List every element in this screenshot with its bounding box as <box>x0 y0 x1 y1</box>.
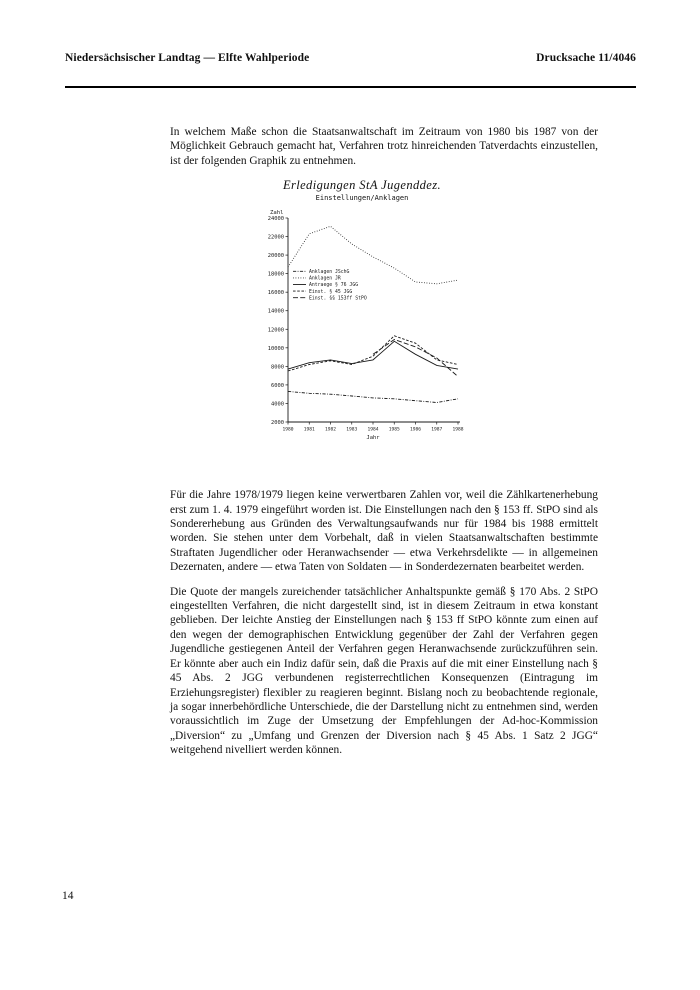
chart-title: Erledigungen StA Jugenddez. <box>282 178 442 193</box>
svg-text:1980: 1980 <box>282 427 294 433</box>
svg-text:12000: 12000 <box>267 327 284 334</box>
svg-text:22000: 22000 <box>267 234 284 241</box>
svg-text:1983: 1983 <box>346 427 358 433</box>
body-paragraph-1: Für die Jahre 1978/1979 liegen keine verwertbaren Zahlen vor, weil die Zählkartenerhebung erst zum 1. 4. 1979 eingeführt worden ist. Die Einstellungen nach den § 153 ff. StPO sind als Sondererhebung aus Gründen des Verwaltungsaufwands nur für 1984 bis 1988 ermittelt worden. Sie stehen unter dem Vorbehalt, daß in vielen Staatsanwaltschaften bestimmte Straftaten Jugendlicher oder Heranwachsender — etwa Verkehrsdelikte — in allgemeinen Dezernaten, andere — etwa Taten von Soldaten — in Sonderdezernaten bearbeitet werden. <box>170 489 598 574</box>
chart-subtitle: Einstellungen/Anklagen <box>315 194 409 203</box>
header-left-title: Niedersächsischer Landtag — Elfte Wahlperiode <box>65 52 310 64</box>
svg-text:20000: 20000 <box>267 253 284 260</box>
svg-text:4000: 4000 <box>271 401 284 408</box>
svg-text:2000: 2000 <box>271 420 284 427</box>
svg-text:1986: 1986 <box>409 427 422 433</box>
svg-text:Einst. § 45 JGG: Einst. § 45 JGG <box>309 290 353 296</box>
body-paragraph-2: Die Quote der mangels zureichender tatsächlicher Anhaltspunkte gemäß § 170 Abs. 2 StPO eingestellten Verfahren, die nicht dargestellt sind, ist in diesem Zeitraum in etwa konstant geblieben. Der leichte Anstieg der Einstellungen nach § 153 ff StPO könnte zum einen auf den wegen der demographischen Entwicklung gegenüber der Zahl der Verfahren gegen Jugendliche gestiegenen Anteil der Verfahren gegen Heranwachsende zurückzuführen sein. Er könnte aber auch ein Indiz dafür sein, daß die Praxis auf die mit einer Einstellung nach § 45 Abs. 2 JGG verbundenen registerrechtlichen Konsequenzen (Eintragung im Erziehungsregister) flexibler zu reagieren beginnt. Bislang noch zu beobachtende regionale, ja sogar innerbehördliche Unterschiede, die der Darstellung nicht zu entnehmen sind, werden voraussichtlich im Zuge der Umsetzung der Empfehlungen der Ad-hoc-Kommission „Diversion“ zu „Umfang und Grenzen der Diversion nach § 45 Abs. 1 Satz 2 JGG“ weitgehend nivelliert werden können. <box>170 585 598 757</box>
svg-text:1985: 1985 <box>388 427 400 433</box>
svg-text:Anklagen JSchG: Anklagen JSchG <box>309 270 350 276</box>
svg-text:1988: 1988 <box>452 427 464 433</box>
svg-text:14000: 14000 <box>267 308 284 315</box>
header-rule <box>65 86 636 88</box>
page-header <box>65 52 636 64</box>
header-right-docnumber: Drucksache 11/4046 <box>536 52 636 64</box>
chart-canvas <box>242 204 482 448</box>
svg-text:Antraege § 76 JGG: Antraege § 76 JGG <box>309 283 359 289</box>
svg-text:8000: 8000 <box>271 364 284 371</box>
svg-text:Einst. §§ 153ff StPO: Einst. §§ 153ff StPO <box>309 296 367 302</box>
svg-text:18000: 18000 <box>267 271 284 278</box>
svg-text:1981: 1981 <box>303 427 315 433</box>
page-body <box>170 125 598 768</box>
svg-text:1984: 1984 <box>367 427 379 433</box>
svg-text:6000: 6000 <box>271 383 284 390</box>
intro-paragraph: In welchem Maße schon die Staatsanwaltschaft im Zeitraum von 1980 bis 1987 von der Möglichkeit Gebrauch gemacht hat, Verfahren trotz hinreichenden Tatverdachts einzustellen, ist der folgenden Graphik zu entnehmen. <box>170 126 598 167</box>
svg-text:Anklagen JR: Anklagen JR <box>309 276 341 282</box>
chart-figure <box>242 178 482 448</box>
svg-text:Zahl: Zahl <box>270 210 284 217</box>
page-number: 14 <box>62 890 74 902</box>
svg-text:24000: 24000 <box>267 216 284 223</box>
svg-text:Jahr: Jahr <box>366 435 380 442</box>
svg-text:1982: 1982 <box>324 427 337 433</box>
svg-text:10000: 10000 <box>267 346 284 353</box>
svg-text:1987: 1987 <box>431 427 443 433</box>
svg-text:16000: 16000 <box>267 290 284 297</box>
